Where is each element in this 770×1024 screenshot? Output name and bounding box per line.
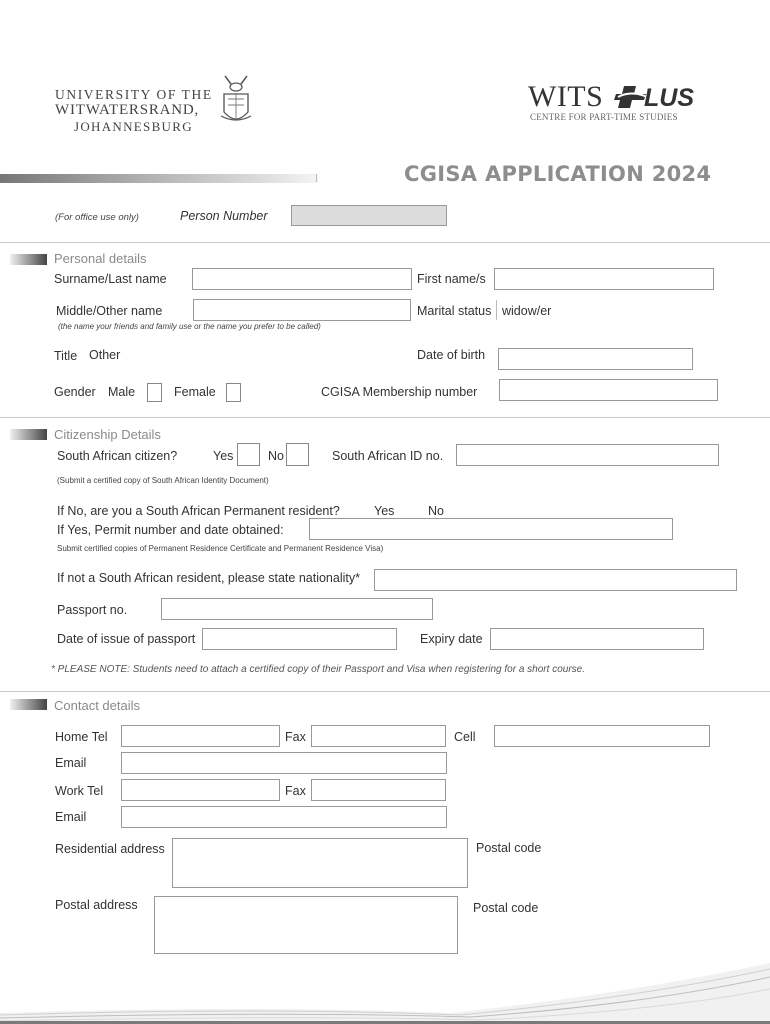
citizen-yes-checkbox[interactable] — [237, 443, 260, 466]
marital-status-value[interactable]: widow/er — [502, 304, 552, 318]
section-divider-personal — [0, 242, 770, 243]
contact-heading: Contact details — [54, 698, 140, 713]
marital-status-label: Marital status — [417, 304, 492, 318]
nationality-input[interactable] — [374, 569, 737, 591]
email-label: Email — [55, 756, 87, 770]
home-tel-input[interactable] — [121, 725, 280, 747]
postal-address-label: Postal address — [55, 898, 138, 912]
passport-please-note: * PLEASE NOTE: Students need to attach a certified copy of their Passport and Visa when registering for a short course. — [51, 664, 585, 675]
work-tel-label: Work Tel — [55, 784, 104, 798]
plus-word: LUS — [644, 84, 694, 112]
email2-input[interactable] — [121, 806, 447, 828]
citizen-no-checkbox[interactable] — [286, 443, 309, 466]
surname-label: Surname/Last name — [54, 272, 167, 286]
email-input[interactable] — [121, 752, 447, 774]
wits-subtitle: CENTRE FOR PART-TIME STUDIES — [530, 112, 678, 122]
cell-input[interactable] — [494, 725, 710, 747]
membership-input[interactable] — [499, 379, 718, 401]
title-label: Title — [54, 349, 78, 363]
person-number-label: Person Number — [180, 209, 268, 223]
male-label: Male — [108, 385, 136, 399]
cell-label: Cell — [454, 730, 476, 744]
dob-label: Date of birth — [417, 348, 486, 362]
university-name-line1: UNIVERSITY OF THE — [55, 87, 213, 102]
email2-label: Email — [55, 810, 87, 824]
university-name-line2: WITWATERSRAND, — [55, 102, 200, 118]
office-use-note: (For office use only) — [55, 212, 139, 223]
fax-label: Fax — [285, 730, 306, 744]
contact-section-marker — [10, 699, 47, 710]
middle-name-label: Middle/Other name — [56, 304, 163, 318]
passport-label: Passport no. — [57, 603, 128, 617]
passport-issue-label: Date of issue of passport — [57, 632, 196, 646]
fax-input[interactable] — [311, 725, 446, 747]
home-tel-label: Home Tel — [55, 730, 108, 744]
citizenship-heading: Citizenship Details — [54, 427, 161, 442]
sa-citizen-label: South African citizen? — [57, 449, 178, 463]
title-bar-tick — [316, 174, 317, 182]
id-document-note: (Submit a certified copy of South African Identity Document) — [57, 476, 269, 485]
postal-code-label: Postal code — [476, 841, 542, 855]
expiry-input[interactable] — [490, 628, 704, 650]
nationality-label: If not a South African resident, please state nationality* — [57, 571, 360, 585]
female-label: Female — [174, 385, 216, 399]
footer-wave-decoration — [0, 955, 770, 1024]
residential-address-input[interactable] — [172, 838, 468, 888]
permit-input[interactable] — [309, 518, 673, 540]
passport-input[interactable] — [161, 598, 433, 620]
marital-status-divider — [496, 300, 497, 320]
surname-input[interactable] — [192, 268, 412, 290]
citizen-no-label: No — [268, 449, 284, 463]
work-tel-input[interactable] — [121, 779, 280, 801]
dob-input[interactable] — [498, 348, 693, 370]
university-name-line3: JOHANNESBURG — [74, 119, 193, 134]
residential-address-label: Residential address — [55, 842, 165, 856]
first-name-input[interactable] — [494, 268, 714, 290]
permit-label: If Yes, Permit number and date obtained: — [57, 523, 284, 537]
membership-label: CGISA Membership number — [321, 385, 478, 399]
citizen-yes-label: Yes — [213, 449, 234, 463]
perm-resident-label: If No, are you a South African Permanent resident? — [57, 504, 340, 518]
male-checkbox[interactable] — [147, 383, 162, 402]
female-checkbox[interactable] — [226, 383, 241, 402]
title-gradient-bar — [0, 174, 318, 183]
passport-issue-input[interactable] — [202, 628, 397, 650]
form-title: CGISA APPLICATION 2024 — [404, 162, 712, 186]
postal-code2-label: Postal code — [473, 901, 539, 915]
person-number-field[interactable] — [291, 205, 447, 226]
middle-name-hint: (the name your friends and family use or the name you prefer to be called) — [58, 322, 321, 331]
wits-word: WITS — [528, 80, 604, 113]
sa-id-label: South African ID no. — [332, 449, 444, 463]
citizenship-section-marker — [10, 429, 47, 440]
perm-no-option[interactable]: No — [428, 504, 444, 518]
section-divider-citizenship — [0, 417, 770, 418]
section-divider-contact — [0, 691, 770, 692]
title-value[interactable]: Other — [89, 348, 121, 362]
fax2-input[interactable] — [311, 779, 446, 801]
postal-address-input[interactable] — [154, 896, 458, 954]
fax2-label: Fax — [285, 784, 306, 798]
plus-icon — [614, 82, 648, 110]
first-name-label: First name/s — [417, 272, 486, 286]
middle-name-input[interactable] — [193, 299, 411, 321]
gender-label: Gender — [54, 385, 96, 399]
permit-note: Submit certified copies of Permanent Residence Certificate and Permanent Residence Visa) — [57, 544, 384, 553]
expiry-label: Expiry date — [420, 632, 483, 646]
perm-yes-option[interactable]: Yes — [374, 504, 395, 518]
personal-section-marker — [10, 254, 47, 265]
university-crest-icon — [219, 72, 253, 128]
personal-details-heading: Personal details — [54, 251, 147, 266]
sa-id-input[interactable] — [456, 444, 719, 466]
